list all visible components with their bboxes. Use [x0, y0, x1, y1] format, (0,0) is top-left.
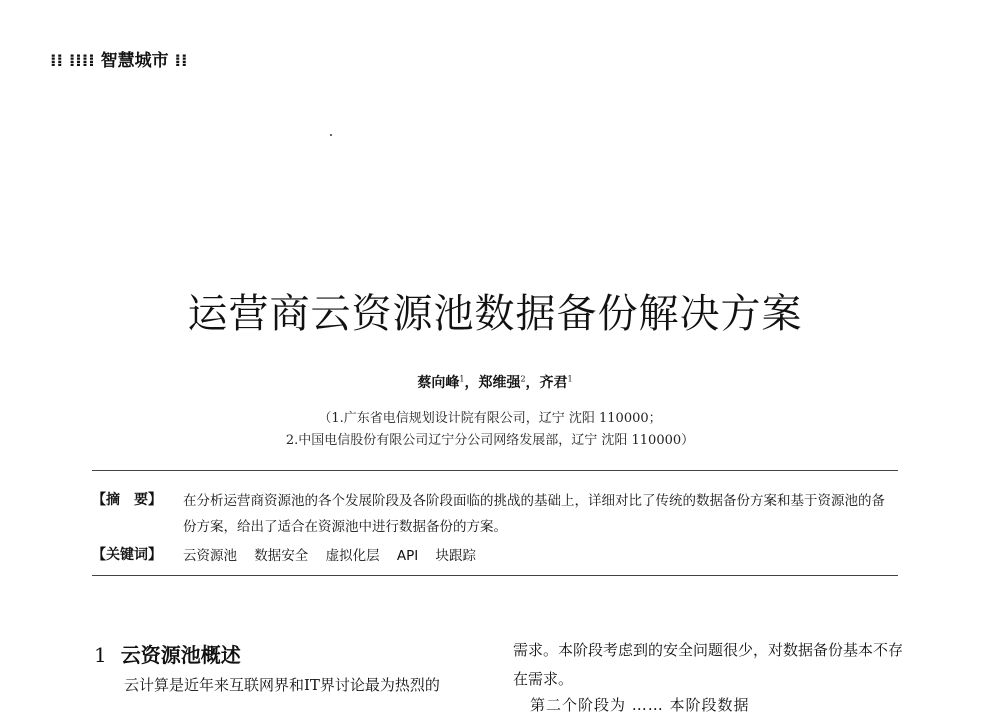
author-name: 蔡向峰: [417, 375, 460, 391]
section-title: 云资源池概述: [120, 643, 241, 667]
affiliation-line: （1.广东省电信规划设计院有限公司，辽宁 沈阳 110000；: [318, 411, 662, 426]
author-affil-mark: 1: [567, 374, 573, 384]
keyword: 虚拟化层: [325, 548, 380, 564]
keywords-list: [183, 544, 489, 564]
body-paragraph-right: 需求。本阶段考虑到的安全问题很少，对数据备份基本不存在需求。: [513, 641, 904, 688]
author-line: [0, 372, 990, 392]
affiliation-line: 2.中国电信股份有限公司辽宁分公司网络发展部，辽宁 沈阳 110000）: [285, 433, 695, 448]
body-line-cut-off: 第二个阶段为 …… 本阶段数据: [530, 696, 750, 714]
divider: [92, 470, 898, 471]
keyword: API: [396, 548, 419, 564]
author-name: 郑维强: [478, 375, 521, 391]
scan-speck: [330, 134, 332, 136]
section-heading: [94, 639, 241, 668]
author-affil-mark: 2: [520, 374, 526, 384]
abstract-label: 【摘 要】: [92, 492, 162, 508]
author-affil-mark: 1: [459, 374, 465, 384]
section-number: 1: [94, 643, 107, 667]
journal-section-tag: ⁞⁞ ⁞⁞⁞⁞ 智慧城市 ⁞⁞: [50, 51, 188, 71]
divider: [92, 575, 898, 576]
keyword: 块跟踪: [435, 548, 477, 564]
keywords-label: 【关键词】: [92, 547, 162, 563]
body-paragraph-left: 云计算是近年来互联网界和IT界讨论最为热烈的: [124, 676, 440, 694]
author-separator: ，: [525, 375, 540, 391]
paper-title: 运营商云资源池数据备份解决方案: [187, 291, 803, 337]
author-name: 齐君: [539, 375, 568, 391]
keyword: 云资源池: [183, 548, 237, 564]
author-separator: ，: [464, 375, 479, 391]
abstract-text: 在分析运营商资源池的各个发展阶段及各阶段面临的挑战的基础上，详细对比了传统的数据备份方案和基于资源池的备份方案，给出了适合在资源池中进行数据备份的方案。: [183, 493, 885, 535]
keyword: 数据安全: [254, 548, 309, 564]
